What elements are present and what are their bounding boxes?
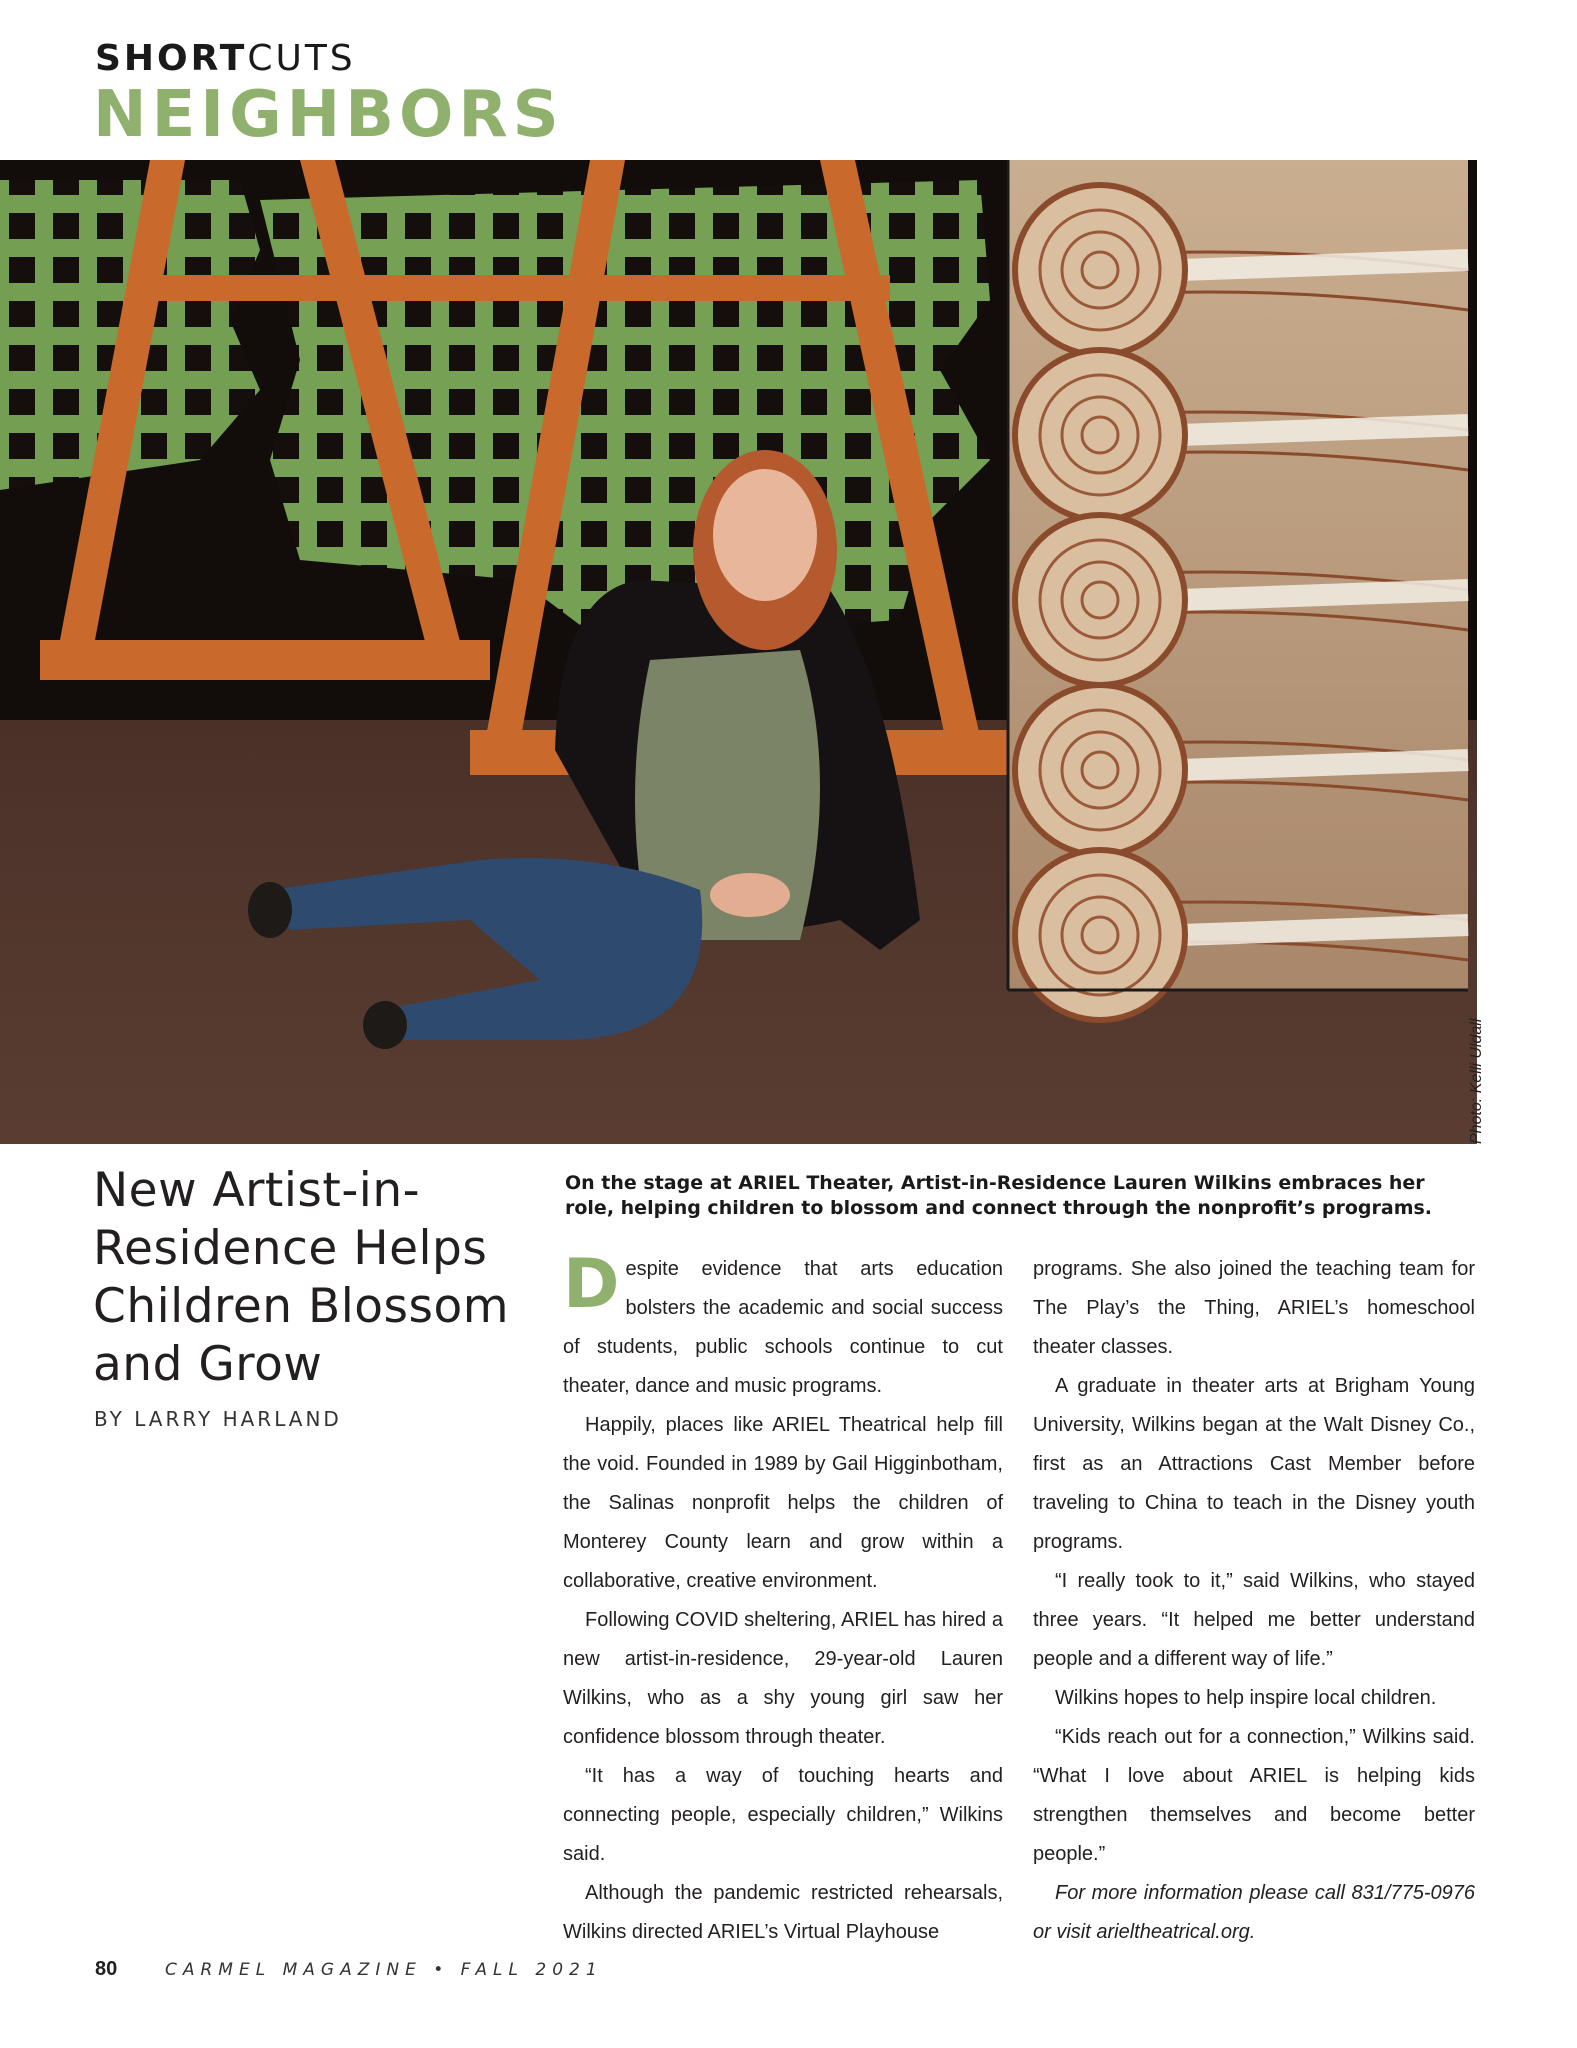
section-label-light: CUTS — [247, 38, 356, 79]
drop-cap: D — [563, 1245, 620, 1324]
hero-photo — [0, 160, 1477, 1144]
section-title: NEIGHBORS — [93, 78, 564, 152]
paragraph: A graduate in theater arts at Brigham Young University, Wilkins began at the Walt Disney Co., first as an Attractions Cast Member before traveling to China to teach in the Disney youth programs. — [1033, 1375, 1475, 1553]
paragraph: “It has a way of touching hearts and connecting people, especially children,” Wilkins said. — [563, 1765, 1003, 1865]
paragraph: Happily, places like ARIEL Theatrical help fill the void. Founded in 1989 by Gail Higginbotham, the Salinas nonprofit helps the children of Monterey County learn and grow within a collaborative, creative environment. — [563, 1414, 1003, 1592]
paragraph: Wilkins hopes to help inspire local children. — [1055, 1687, 1437, 1709]
page-number: 80 — [95, 1958, 118, 1980]
info-line: For more information please call 831/775-0976 or visit arieltheatrical.org. — [1033, 1882, 1475, 1943]
article-column-right — [1033, 1250, 1475, 1952]
paragraph: “I really took to it,” said Wilkins, who stayed three years. “It helped me better understand people and a different way of life.” — [1033, 1570, 1475, 1670]
section-label — [95, 38, 356, 79]
paragraph: programs. She also joined the teaching team for The Play’s the Thing, ARIEL’s homeschool theater classes. — [1033, 1258, 1475, 1358]
paragraph: Following COVID sheltering, ARIEL has hired a new artist-in-residence, 29-year-old Lauren Wilkins, who as a shy young girl saw her confidence blossom through theater. — [563, 1609, 1003, 1748]
paragraph: Although the pandemic restricted rehearsals, Wilkins directed ARIEL’s Virtual Playhouse — [563, 1882, 1003, 1943]
publication-footer: CARMEL MAGAZINE • FALL 2021 — [165, 1960, 603, 1980]
section-label-bold: SHORT — [95, 38, 248, 79]
painted-log-wall-flat — [1008, 160, 1468, 1020]
article-column-left — [563, 1245, 1003, 1952]
photo-caption: On the stage at ARIEL Theater, Artist-in-Residence Lauren Wilkins embraces her role, helping children to blossom and connect through the nonprofit’s programs. — [565, 1172, 1433, 1219]
photo-credit: Photo: Kelli Uldall — [1468, 1018, 1485, 1144]
headline: New Artist-in-Residence Helps Children Blossom and Grow — [93, 1163, 510, 1392]
byline: BY LARRY HARLAND — [94, 1407, 342, 1431]
paragraph: “Kids reach out for a connection,” Wilkins said. “What I love about ARIEL is helping kids strengthen themselves and become better people.” — [1033, 1726, 1475, 1865]
paragraph: Despite evidence that arts education bolsters the academic and social success of students, public schools continue to cut theater, dance and music programs. — [563, 1245, 1003, 1397]
